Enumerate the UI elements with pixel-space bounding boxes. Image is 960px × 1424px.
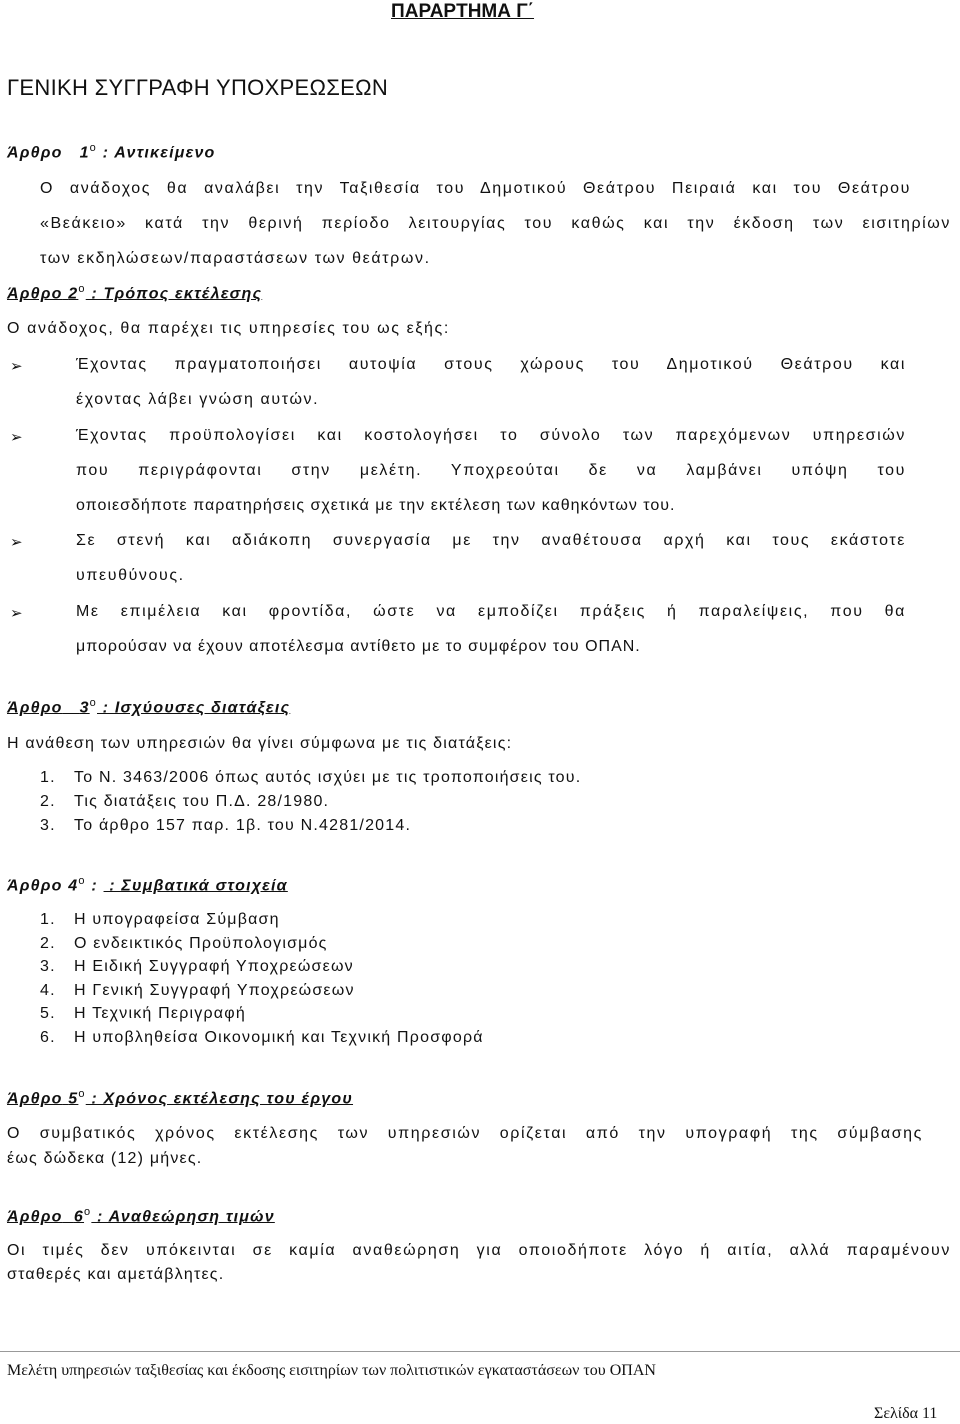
page-number: Σελίδα 11 <box>874 1405 938 1422</box>
article-5-line-1: Ο συμβατικός χρόνος εκτέλεσης των υπηρεσιών ορίζεται από την υπογραφή της σύμβασης <box>7 1125 923 1142</box>
article-number: 4 <box>68 877 79 895</box>
article-title: : Τρόπος εκτέλεσης <box>85 285 263 303</box>
ordinal-suffix: ο <box>78 875 86 887</box>
article-word: Άρθρο <box>7 285 63 303</box>
ordinal-suffix: ο <box>78 1088 86 1100</box>
ordinal-suffix: ο <box>89 697 97 709</box>
article-3-item-1 <box>40 769 581 787</box>
list-item-text: Η υποβληθείσα Οικονομική και Τεχνική Προσφορά <box>74 1029 484 1046</box>
article-number: 1 <box>79 144 90 162</box>
article-2-heading <box>7 283 262 303</box>
article-word: Άρθρο <box>7 877 63 895</box>
article-2-bullet-2-line-1: Έχοντας προϋπολογίσει και κοστολογήσει το σύνολο των παρεχόμενων υπηρεσιών <box>76 427 906 444</box>
article-2-bullet-3-line-1: Σε στενή και αδιάκοπη συνεργασία με την αναθέτουσα αρχή και τους εκάστοτε <box>76 532 906 549</box>
article-2-bullet-1-line-2: έχοντας λάβει γνώση αυτών. <box>76 391 320 408</box>
article-title: : Χρόνος εκτέλεσης του έργου <box>85 1090 354 1108</box>
list-number: 6. <box>40 1029 56 1046</box>
article-4-item-2 <box>40 935 328 953</box>
list-item-text: Η Γενική Συγγραφή Υποχρεώσεων <box>74 982 355 999</box>
article-2-intro: Ο ανάδοχος, θα παρέχει τις υπηρεσίες του ως εξής: <box>7 320 450 337</box>
article-3-item-2 <box>40 793 329 811</box>
article-2-bullet-4-line-1: Με επιμέλεια και φροντίδα, ώστε να εμποδίζει πράξεις ή παραλείψεις, που θα <box>76 603 906 620</box>
article-number: 6 <box>73 1208 85 1226</box>
article-5-line-2: έως δώδεκα (12) μήνες. <box>7 1150 203 1167</box>
page-title: ΠΑΡΑΡΤΗΜΑ Γ΄ <box>391 1 535 22</box>
article-6-line-1: Οι τιμές δεν υπόκεινται σε καμία αναθεώρηση για οποιοδήποτε λόγο ή αιτία, αλλά παραμένουν <box>7 1242 951 1259</box>
list-number: 5. <box>40 1005 56 1022</box>
list-number: 3. <box>40 958 56 975</box>
list-number: 4. <box>40 982 56 999</box>
ordinal-suffix: ο <box>78 283 86 295</box>
article-number: 5 <box>68 1090 79 1108</box>
article-word: Άρθρο <box>7 1090 63 1108</box>
list-item-text: Το Ν. 3463/2006 όπως αυτός ισχύει με τις τροποποιήσεις του. <box>74 769 582 786</box>
article-6-line-2: σταθερές και αμετάβλητες. <box>7 1266 225 1283</box>
article-1-line-1: Ο ανάδοχος θα αναλάβει την Ταξιθεσία του Δημοτικού Θεάτρου Πειραιά και του Θεάτρου <box>40 180 911 197</box>
article-number: 2 <box>68 285 79 303</box>
article-4-item-1 <box>40 911 280 929</box>
article-title: : Ισχύουσες διατάξεις <box>97 699 291 717</box>
arrow-bullet-icon: ➢ <box>10 605 23 622</box>
article-word: Άρθρο <box>7 1208 63 1226</box>
list-item-text: Η Τεχνική Περιγραφή <box>74 1005 246 1022</box>
article-word: Άρθρο <box>7 144 63 162</box>
article-2-bullet-2-line-2: που περιγράφονται στην μελέτη. Υποχρεούται δε να λαμβάνει υπόψη του <box>76 462 906 479</box>
article-4-item-3 <box>40 958 354 976</box>
article-1-line-3: των εκδηλώσεων/παραστάσεων των θεάτρων. <box>40 250 431 267</box>
arrow-bullet-icon: ➢ <box>10 429 23 446</box>
article-2-bullet-2-line-3: οποιεσδήποτε παρατηρήσεις σχετικά με την εκτέλεση των καθηκόντων του. <box>76 497 676 514</box>
footer-divider <box>0 1351 960 1352</box>
article-4-item-5 <box>40 1005 246 1023</box>
article-3-intro: Η ανάθεση των υπηρεσιών θα γίνει σύμφωνα με τις διατάξεις: <box>7 735 513 752</box>
list-item-text: Το άρθρο 157 παρ. 1β. του Ν.4281/2014. <box>74 817 412 834</box>
article-4-heading: Άρθρο $4^o$ : : Συμβατικά στοιχεία <box>7 875 288 895</box>
article-title: : Συμβατικά στοιχεία <box>103 877 288 895</box>
list-item-text: Η υπογραφείσα Σύμβαση <box>74 911 280 928</box>
arrow-bullet-icon: ➢ <box>10 534 23 551</box>
list-number: 1. <box>40 911 56 928</box>
list-item-text: Ο ενδεικτικός Προϋπολογισμός <box>74 935 328 952</box>
article-2-bullet-1-line-1: Έχοντας πραγματοποιήσει αυτοψία στους χώρους του Δημοτικού Θεάτρου και <box>76 356 906 373</box>
footer-text: Μελέτη υπηρεσιών ταξιθεσίας και έκδοσης εισιτηρίων των πολιτιστικών εγκαταστάσεων του ΟΠΑΝ <box>7 1362 656 1379</box>
article-2-bullet-3-line-2: υπευθύνους. <box>76 567 185 584</box>
article-1-line-2: «Βεάκειο» κατά την θερινή περίοδο λειτουργίας του καθώς και την έκδοση των εισιτηρίων <box>40 215 951 232</box>
list-item-text: Η Ειδική Συγγραφή Υποχρεώσεων <box>74 958 354 975</box>
ordinal-suffix: ο <box>89 142 97 154</box>
document-subtitle: ΓΕΝΙΚΗ ΣΥΓΓΡΑΦΗ ΥΠΟΧΡΕΩΣΕΩΝ <box>7 75 389 100</box>
article-6-heading <box>7 1206 275 1226</box>
list-number: 2. <box>40 935 56 952</box>
article-1-heading <box>7 142 216 162</box>
article-2-bullet-4-line-2: μπορούσαν να έχουν αποτέλεσμα αντίθετο με το συμφέρον του ΟΠΑΝ. <box>76 638 641 655</box>
article-4-item-6 <box>40 1029 484 1047</box>
article-title: : Αντικείμενο <box>97 144 216 162</box>
list-number: 2. <box>40 793 56 810</box>
article-3-item-3 <box>40 817 411 835</box>
list-item-text: Τις διατάξεις του Π.Δ. 28/1980. <box>74 793 330 810</box>
article-3-heading <box>7 697 290 717</box>
article-word: Άρθρο <box>7 699 63 717</box>
list-number: 3. <box>40 817 56 834</box>
list-number: 1. <box>40 769 56 786</box>
article-title: : Αναθεώρηση τιμών <box>91 1208 275 1226</box>
article-5-heading <box>7 1088 353 1108</box>
article-4-item-4 <box>40 982 355 1000</box>
arrow-bullet-icon: ➢ <box>10 358 23 375</box>
article-number: 3 <box>79 699 90 717</box>
ordinal-suffix: ο <box>84 1206 92 1218</box>
